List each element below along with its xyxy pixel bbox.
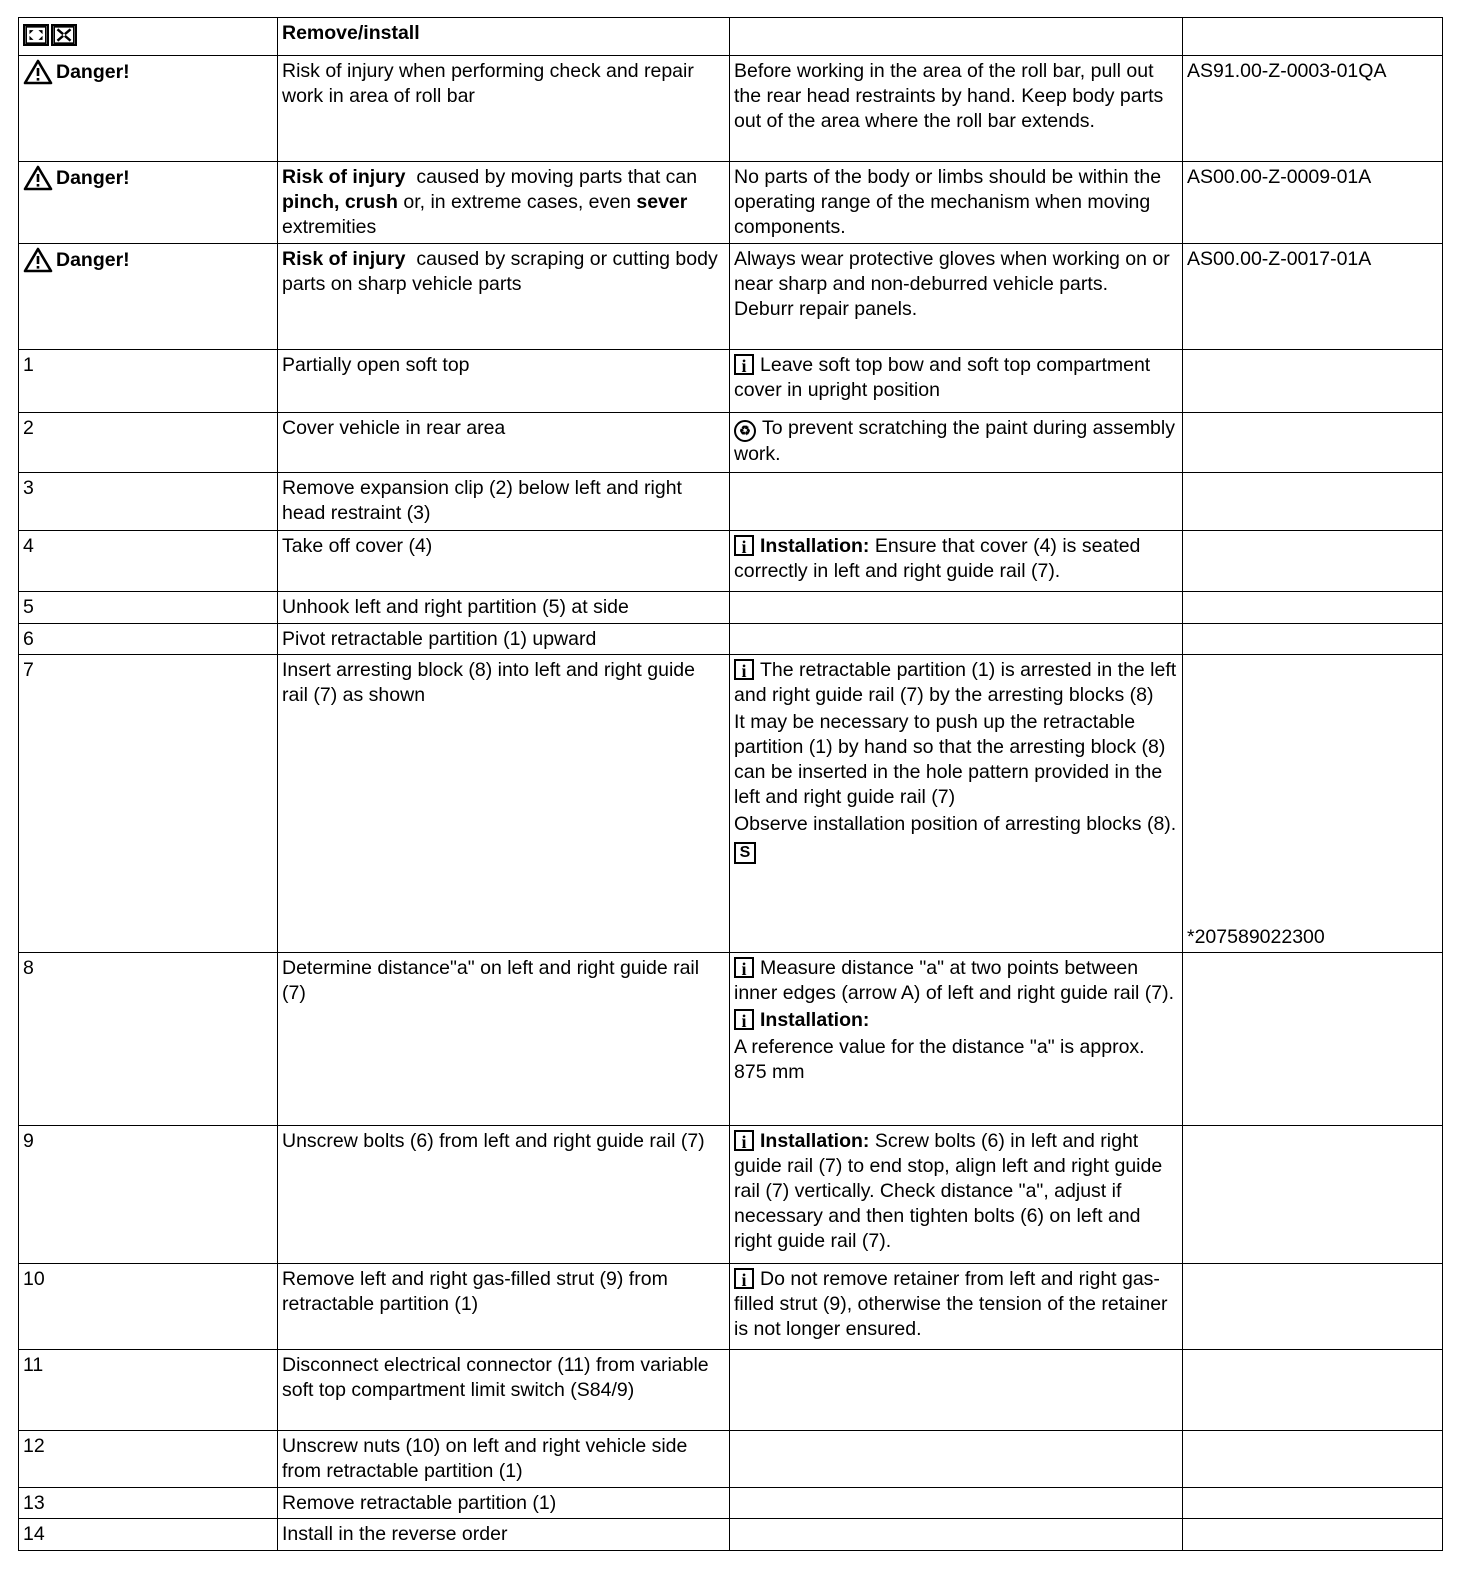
step-number: 11	[19, 1350, 278, 1431]
step-action: Unscrew bolts (6) from left and right guide rail (7)	[278, 1126, 730, 1264]
special-tool-icon: S	[734, 842, 756, 864]
step-number: 12	[19, 1431, 278, 1488]
expand-icon	[23, 24, 49, 46]
danger-measure: Before working in the area of the roll bar, pull out the rear head restraints by hand. Keep body parts out of the area where the roll bar extends.	[730, 56, 1183, 162]
warning-icon	[23, 59, 53, 85]
step-note: ♻ To prevent scratching the paint during assembly work.	[730, 413, 1183, 473]
info-icon: i	[734, 957, 754, 978]
step-action: Unhook left and right partition (5) at side	[278, 592, 730, 624]
danger-risk: Risk of injury caused by scraping or cutting body parts on sharp vehicle parts	[278, 244, 730, 350]
step-number: 10	[19, 1264, 278, 1350]
danger-label: Danger!	[56, 248, 130, 271]
step-number: 6	[19, 624, 278, 655]
step-action: Pivot retractable partition (1) upward	[278, 624, 730, 655]
step-number: 9	[19, 1126, 278, 1264]
step-row	[19, 624, 1443, 655]
danger-label: Danger!	[56, 166, 130, 189]
info-icon: i	[734, 1009, 754, 1030]
step-note: i Measure distance "a" at two points between inner edges (arrow A) of left and right guide rail (7). i Installation: A reference value for the distance "a" is approx. 875 mm	[730, 953, 1183, 1126]
step-row	[19, 1431, 1443, 1488]
danger-row	[19, 56, 1443, 162]
info-icon: i	[734, 1130, 754, 1151]
step-action: Cover vehicle in rear area	[278, 413, 730, 473]
step-action: Disconnect electrical connector (11) from variable soft top compartment limit switch (S84/9)	[278, 1350, 730, 1431]
step-note: i The retractable partition (1) is arrested in the left and right guide rail (7) by the arresting blocks (8) It may be necessary to push up the retractable partition (1) by hand so that the arresting block (8) can be inserted in the hole pattern provided in the left and right guide rail (7) Observe installation position of arresting blocks (8). S	[730, 655, 1183, 953]
info-icon: i	[734, 1268, 754, 1289]
step-number: 1	[19, 350, 278, 413]
step-action: Install in the reverse order	[278, 1519, 730, 1551]
step-action: Determine distance"a" on left and right guide rail (7)	[278, 953, 730, 1126]
warning-icon	[23, 165, 53, 191]
table-header-row	[19, 18, 1443, 56]
header-icons-cell	[19, 18, 278, 56]
step-note: i Installation: Screw bolts (6) in left and right guide rail (7) to end stop, align left and right guide rail (7) vertically. Check distance "a", adjust if necessary and then tighten bolts (6) on left and right guide rail (7).	[730, 1126, 1183, 1264]
warning-icon	[23, 247, 53, 273]
step-row	[19, 592, 1443, 624]
step-action: Take off cover (4)	[278, 531, 730, 592]
danger-risk: Risk of injury caused by moving parts that can pinch, crush or, in extreme cases, even sever extremities	[278, 162, 730, 244]
environment-icon: ♻	[734, 420, 756, 442]
step-number: 5	[19, 592, 278, 624]
step-row	[19, 1264, 1443, 1350]
danger-reference: AS00.00-Z-0009-01A	[1183, 162, 1443, 244]
step-number: 7	[19, 655, 278, 953]
step-row	[19, 413, 1443, 473]
step-number: 8	[19, 953, 278, 1126]
step-action: Insert arresting block (8) into left and right guide rail (7) as shown	[278, 655, 730, 953]
step-note: i Installation: Ensure that cover (4) is seated correctly in left and right guide rail (7).	[730, 531, 1183, 592]
danger-reference: AS00.00-Z-0017-01A	[1183, 244, 1443, 350]
step-number: 2	[19, 413, 278, 473]
info-icon: i	[734, 659, 754, 680]
step-action: Remove expansion clip (2) below left and right head restraint (3)	[278, 473, 730, 531]
danger-row	[19, 244, 1443, 350]
step-note: i Leave soft top bow and soft top compartment cover in upright position	[730, 350, 1183, 413]
step-row	[19, 531, 1443, 592]
step-action: Partially open soft top	[278, 350, 730, 413]
step-row	[19, 953, 1443, 1126]
special-tool-reference: *207589022300	[1183, 655, 1443, 953]
danger-measure: No parts of the body or limbs should be within the operating range of the mechanism when moving components.	[730, 162, 1183, 244]
step-action: Remove left and right gas-filled strut (9) from retractable partition (1)	[278, 1264, 730, 1350]
step-row	[19, 1350, 1443, 1431]
danger-label: Danger!	[56, 60, 130, 83]
step-row	[19, 655, 1443, 953]
step-row	[19, 1126, 1443, 1264]
danger-reference: AS91.00-Z-0003-01QA	[1183, 56, 1443, 162]
step-number: 14	[19, 1519, 278, 1551]
info-icon: i	[734, 354, 754, 375]
step-row	[19, 1519, 1443, 1551]
step-row	[19, 350, 1443, 413]
step-row	[19, 473, 1443, 531]
step-note: i Do not remove retainer from left and right gas-filled strut (9), otherwise the tension of the retainer is not longer ensured.	[730, 1264, 1183, 1350]
step-action: Remove retractable partition (1)	[278, 1488, 730, 1519]
step-row	[19, 1488, 1443, 1519]
repair-procedure-table	[18, 17, 1443, 1551]
step-number: 13	[19, 1488, 278, 1519]
info-icon: i	[734, 535, 754, 556]
step-number: 4	[19, 531, 278, 592]
danger-row	[19, 162, 1443, 244]
step-number: 3	[19, 473, 278, 531]
danger-risk: Risk of injury when performing check and repair work in area of roll bar	[278, 56, 730, 162]
step-action: Unscrew nuts (10) on left and right vehicle side from retractable partition (1)	[278, 1431, 730, 1488]
page-title: Remove/install	[278, 18, 730, 56]
danger-measure: Always wear protective gloves when working on or near sharp and non-deburred vehicle parts. Deburr repair panels.	[730, 244, 1183, 350]
collapse-icon	[51, 24, 77, 46]
